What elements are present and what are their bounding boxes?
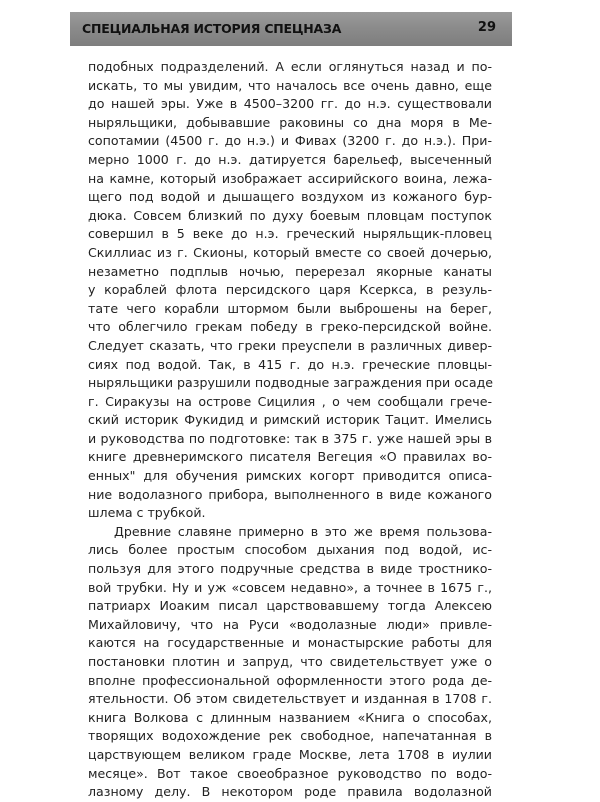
text-line: ятельности. Об этом свидетельствует и изданная в 1708 г.: [88, 691, 492, 707]
text-line: мерно 1000 г. до н.э. датируется барельеф, высеченный: [88, 151, 492, 167]
text-line: щего под водой и дышащего воздухом из кожаного бур-: [88, 189, 492, 205]
text-line: енных" для обучения римских когорт приводится описа-: [88, 468, 492, 484]
text-line: ние водолазного прибора, выполненного в виде кожаного: [88, 486, 492, 502]
text-line: лись более простым способом дыхания под водой, ис-: [88, 542, 492, 558]
text-line: тате чего корабли штормом были выброшены на берег,: [88, 300, 492, 316]
running-header: [70, 12, 512, 46]
text-line: патриарх Иоаким писал царствовавшему тогда Алексею: [88, 598, 492, 614]
text-line: месяце». Вот такое своеобразное руководство по водо-: [88, 765, 492, 781]
text-line: Следует сказать, что греки преуспели в различных дивер-: [88, 337, 492, 353]
text-line: шлема с трубкой.: [88, 505, 206, 521]
text-line: у кораблей флота персидского царя Ксеркса, в резуль-: [88, 282, 492, 298]
text-line: вполне профессиональной оформленности этого рода де-: [88, 672, 492, 688]
text-line: книге древнеримского писателя Вегеция «О правилах во-: [88, 449, 492, 465]
text-line: каются на государственные и монастырские работы для: [88, 635, 492, 651]
text-line: лазному делу. В некотором роде правила водолазной: [88, 784, 492, 800]
text-line: подобных подразделений. А если оглянуться назад и по-: [88, 59, 492, 74]
text-line: ский историк Фукидид и римский историк Тацит. Имелись: [88, 412, 492, 428]
text-line: г. Сиракузы на острове Сицилия , о чем сообщали грече-: [88, 393, 492, 409]
text-line: совершил в 5 веке до н.э. греческий ныряльщик-пловец: [88, 226, 492, 242]
text-line: пользуя для этого подручные средства в виде тростнико-: [88, 561, 492, 577]
body-text: [88, 58, 492, 802]
text-line: и руководства по подготовке: так в 375 г. уже нашей эры в: [88, 430, 492, 446]
text-line: книга Волкова с длинным названием «Книга о способах,: [88, 709, 492, 725]
text-line: дюка. Совсем близкий по духу боевым пловцам поступок: [88, 207, 492, 223]
text-line: сопотамии (4500 г. до н.э.) и Фивах (3200 г. до н.э.). При-: [88, 133, 492, 149]
text-line: постановки плотин и запруд, что свидетельствует уже о: [88, 654, 492, 669]
text-line: Древние славяне примерно в это же время пользова-: [114, 523, 492, 539]
text-line: сиях под водой. Так, в 415 г. до н.э. греческие пловцы-: [88, 356, 492, 372]
text-line: ныряльщики, добывавшие раковины со дна моря в Ме-: [88, 114, 492, 130]
text-line: царствующем великом граде Москве, лета 1708 в иулии: [88, 746, 492, 762]
page-number: 29: [477, 20, 496, 35]
text-line: незаметно подплыв ночью, перерезал якорные канаты: [88, 263, 492, 279]
text-line: на камне, который изображает ассирийского воина, лежа-: [88, 170, 492, 186]
text-line: Михайловичу, что на Руси «водолазные люди» привле-: [88, 616, 492, 632]
text-line: до нашей эры. Уже в 4500–3200 гг. до н.э. существовали: [88, 96, 492, 112]
text-line: Скиллиас из г. Скионы, который вместе со своей дочерью,: [88, 244, 492, 260]
text-line: искать, то мы увидим, что началось все очень давно, еще: [88, 77, 492, 93]
text-line: творящих водохождение рек свободное, напечатанная в: [88, 728, 492, 744]
text-line: вой трубки. Ну и уж «совсем недавно», а точнее в 1675 г.,: [88, 579, 492, 595]
text-line: что облегчило грекам победу в греко-персидской войне.: [88, 319, 492, 335]
paragraph-2: [88, 523, 492, 802]
text-line: ныряльщики разрушили подводные заграждения при осаде: [88, 375, 494, 391]
running-header-title: СПЕЦИАЛЬНАЯ ИСТОРИЯ СПЕЦНАЗА: [82, 21, 342, 36]
paragraph-1: [88, 58, 492, 523]
